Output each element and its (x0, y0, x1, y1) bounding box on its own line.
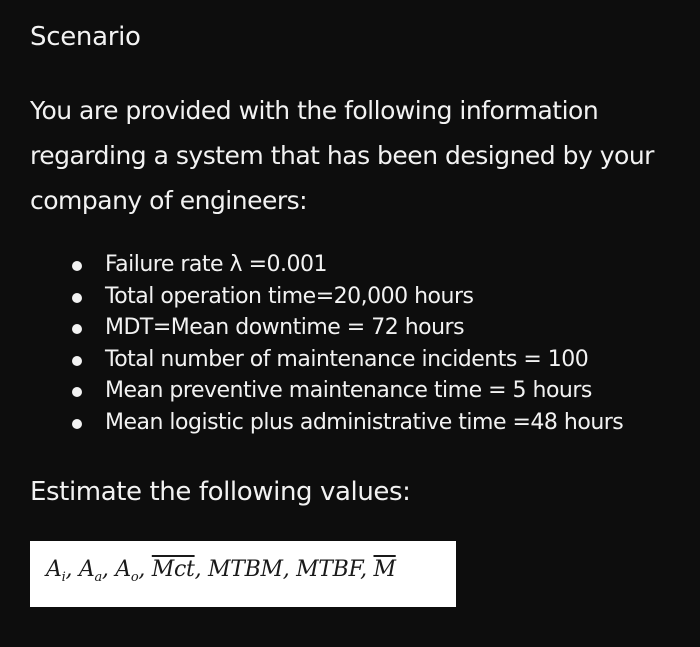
facts-list (60, 249, 623, 439)
separator: , (101, 557, 116, 582)
fact-total-operation-time: Total operation time=20,000 hours (60, 281, 623, 313)
fact-maintenance-incidents: Total number of maintenance incidents = 100 (60, 344, 623, 376)
symbol-mct-bar: $\overline{Mct}$ (151, 557, 195, 582)
separator: , (194, 557, 208, 582)
formula-box (30, 541, 456, 607)
subscript-o: o (130, 570, 139, 585)
symbol-a-a (78, 557, 102, 585)
fact-preventive-maintenance-time: Mean preventive maintenance time = 5 hours (60, 375, 623, 407)
symbol-a: A (46, 557, 62, 582)
subscript-i: i (61, 570, 66, 585)
formula-expression (46, 555, 396, 585)
fact-logistic-admin-time: Mean logistic plus administrative time =48 hours (60, 407, 623, 439)
estimate-heading: Estimate the following values: (30, 477, 411, 507)
symbol-a-i (46, 557, 66, 585)
intro-paragraph: You are provided with the following information regarding a system that has been designed by your company of engineers: (30, 96, 654, 215)
symbol-a: A (115, 557, 131, 582)
symbol-a: A (78, 557, 95, 582)
symbol-mtbm: MTBM (207, 557, 283, 582)
separator: , (65, 557, 79, 582)
fact-failure-rate: Failure rate λ =0.001 (60, 249, 623, 281)
symbol-m-bar: $\overline{M}$ (373, 557, 396, 582)
symbol-mtbf: MTBF (296, 557, 361, 582)
symbol-a-o (115, 557, 139, 585)
subscript-a: a (94, 570, 102, 585)
separator: , (282, 557, 297, 582)
separator: , (138, 557, 152, 582)
fact-mean-downtime: MDT=Mean downtime = 72 hours (60, 312, 623, 344)
separator: , (360, 557, 374, 582)
scenario-heading: Scenario (30, 22, 141, 52)
